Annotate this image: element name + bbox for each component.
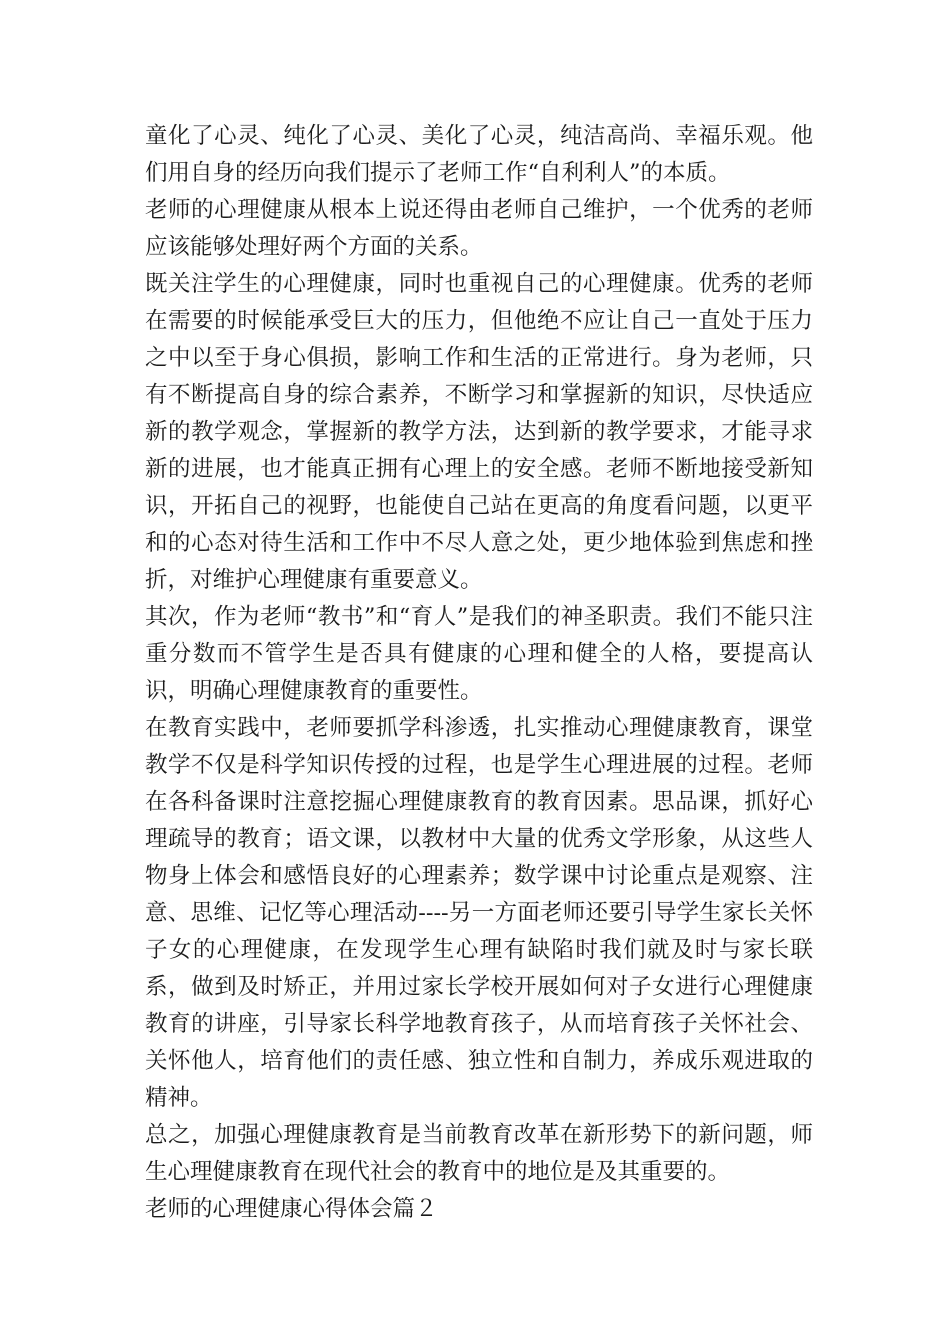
section-heading: 老师的心理健康心得体会篇２ [145, 1196, 438, 1222]
document-body [145, 118, 813, 1228]
paragraph-5: 在教育实践中，老师要抓学科渗透，扎实推动心理健康教育，课堂教学不仅是科学知识传授的过程，也是学生心理进展的过程。老师在各科备课时注意挖掘心理健康教育的教育因素。思品课，抓好心理疏导的教育；语文课，以教材中大量的优秀文学形象，从这些人物身上体会和感悟良好的心理素养；数学课中讨论重点是观察、注意、思维、记忆等心理活动----另一方面老师还要引导学生家长关怀子女的心理健康，在发现学生心理有缺陷时我们就及时与家长联系，做到及时矫正，并用过家长学校开展如何对子女进行心理健康教育的讲座，引导家长科学地教育孩子，从而培育孩子关怀社会、关怀他人，培育他们的责任感、独立性和自制力，养成乐观进取的精神。 [145, 715, 813, 1111]
paragraph-1: 童化了心灵、纯化了心灵、美化了心灵，纯洁高尚、幸福乐观。他们用自身的经历向我们提示了老师工作“自利利人”的本质。 [145, 123, 813, 186]
paragraph-2: 老师的心理健康从根本上说还得由老师自己维护，一个优秀的老师应该能够处理好两个方面的关系。 [145, 197, 813, 260]
paragraph-4: 其次，作为老师“教书”和“育人”是我们的神圣职责。我们不能只注重分数而不管学生是否具有健康的心理和健全的人格，要提高认识，明确心理健康教育的重要性。 [145, 604, 813, 704]
paragraph-3: 既关注学生的心理健康，同时也重视自己的心理健康。优秀的老师在需要的时候能承受巨大的压力，但他绝不应让自己一直处于压力之中以至于身心俱损，影响工作和生活的正常进行。身为老师，只有不断提高自身的综合素养，不断学习和掌握新的知识，尽快适应新的教学观念，掌握新的教学方法，达到新的教学要求，才能寻求新的进展，也才能真正拥有心理上的安全感。老师不断地接受新知识，开拓自己的视野，也能使自己站在更高的角度看问题，以更平和的心态对待生活和工作中不尽人意之处，更少地体验到焦虑和挫折，对维护心理健康有重要意义。 [145, 271, 813, 593]
paragraph-6: 总之，加强心理健康教育是当前教育改革在新形势下的新问题，师生心理健康教育在现代社会的教育中的地位是及其重要的。 [145, 1122, 813, 1185]
